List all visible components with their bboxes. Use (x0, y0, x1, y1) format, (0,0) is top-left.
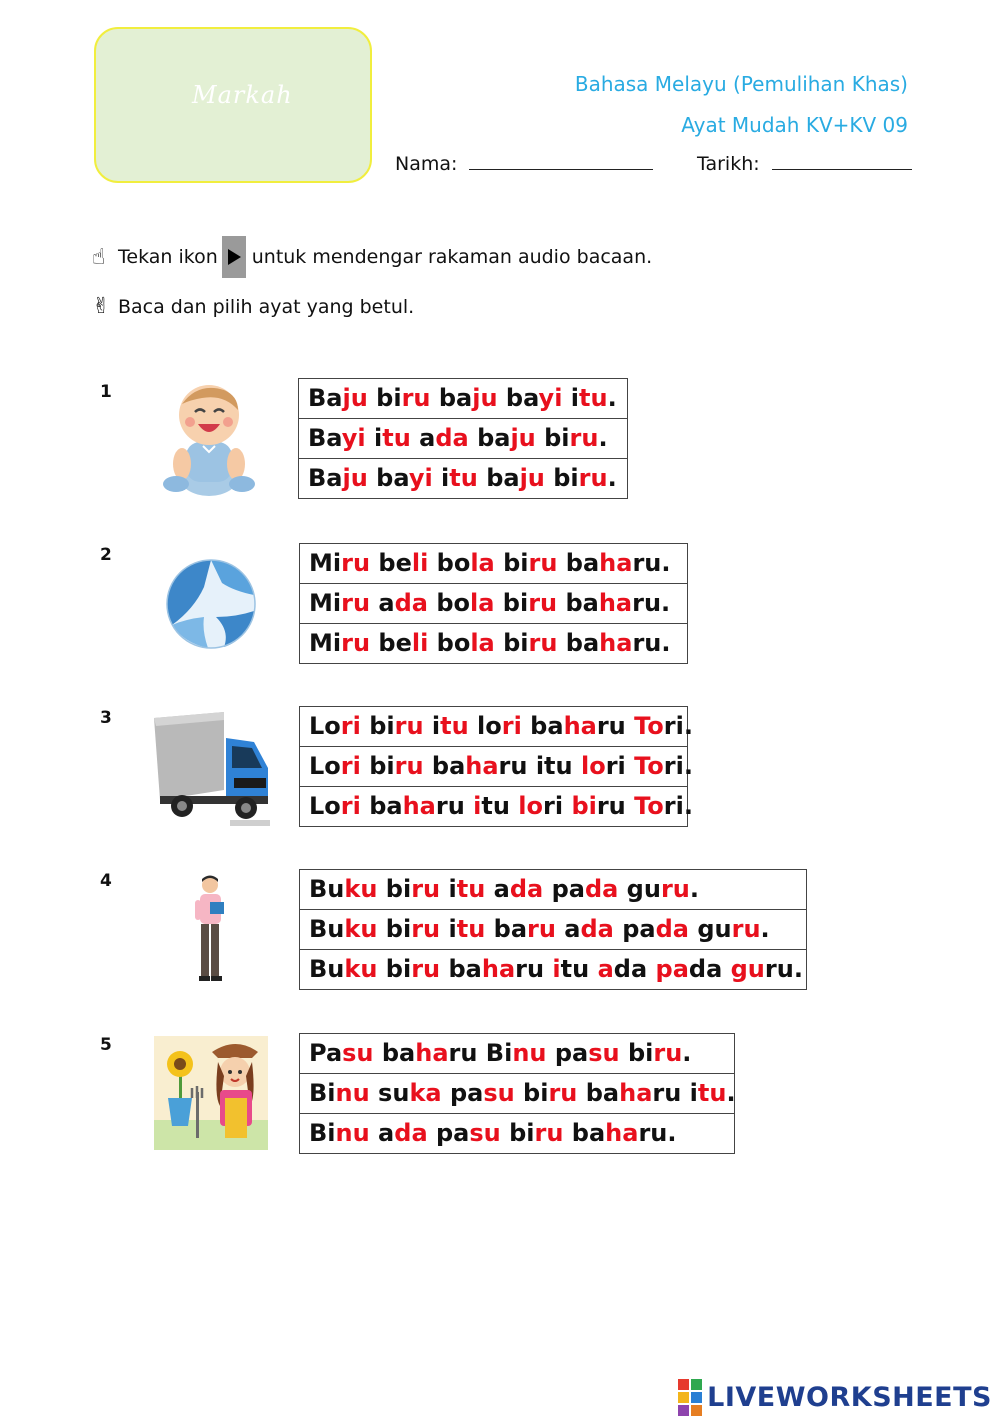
syllable: Pa (309, 1039, 343, 1067)
syllable: ru Bi (448, 1039, 513, 1067)
options-table (299, 543, 688, 664)
answer-option[interactable] (300, 1114, 734, 1154)
highlighted-syllable: tu (456, 915, 486, 943)
syllable: bi (514, 1079, 549, 1107)
highlighted-syllable: tu (697, 1079, 727, 1107)
syllable: . (689, 875, 699, 903)
syllable: ri. (663, 792, 693, 820)
highlighted-syllable: tu (456, 875, 486, 903)
syllable: ru. (632, 589, 671, 617)
instruction-1-text-b: untuk mendengar rakaman audio bacaan. (251, 246, 653, 268)
name-field[interactable] (395, 153, 653, 175)
highlighted-syllable: la (470, 549, 495, 577)
syllable: bi (377, 955, 412, 983)
highlighted-syllable: ri (340, 752, 361, 780)
highlighted-syllable: ru (411, 955, 441, 983)
syllable: gu (618, 875, 661, 903)
highlighted-syllable: ru (731, 915, 761, 943)
highlighted-syllable: da (435, 424, 469, 452)
gardener-icon (154, 1036, 268, 1150)
highlighted-syllable: ha (481, 955, 516, 983)
highlighted-syllable: ri (501, 712, 522, 740)
syllable: bo (428, 629, 471, 657)
highlighted-syllable: nu (335, 1079, 370, 1107)
answer-option[interactable] (300, 1074, 734, 1114)
syllable: bi (377, 875, 412, 903)
syllable: su (369, 1079, 410, 1107)
highlighted-syllable: yi (408, 464, 433, 492)
highlighted-syllable: ru (394, 712, 424, 740)
syllable: Mi (309, 549, 342, 577)
syllable: a (485, 875, 510, 903)
highlighted-syllable: lo (518, 792, 544, 820)
highlighted-syllable: ha (605, 1119, 639, 1147)
highlighted-syllable: ri (340, 712, 361, 740)
syllable: ru (596, 712, 635, 740)
syllable: ru (596, 792, 635, 820)
syllable: Lo (309, 752, 341, 780)
syllable: pa (613, 915, 656, 943)
answer-option[interactable] (299, 379, 627, 419)
score-label: Markah (192, 81, 293, 109)
highlighted-syllable: ju (519, 464, 545, 492)
options-table (299, 706, 693, 827)
highlighted-syllable: li (411, 549, 429, 577)
highlighted-syllable: tu (382, 424, 411, 452)
highlighted-syllable: gu (730, 955, 765, 983)
highlighted-syllable: da (394, 589, 428, 617)
highlighted-syllable: ju (342, 464, 368, 492)
options-table (299, 1033, 735, 1154)
highlighted-syllable: pa (655, 955, 689, 983)
highlighted-syllable: da (584, 875, 619, 903)
answer-option[interactable] (300, 544, 687, 584)
worksheet-subject: Bahasa Melayu (Pemulihan Khas) (574, 72, 908, 96)
highlighted-syllable: su (483, 1079, 515, 1107)
worksheet-topic: Ayat Mudah KV+KV 09 (681, 113, 908, 137)
syllable: ba (367, 464, 409, 492)
highlighted-syllable: yi (341, 424, 366, 452)
syllable: ru. (638, 1119, 677, 1147)
highlighted-syllable: nu (335, 1119, 370, 1147)
answer-option[interactable] (300, 707, 693, 747)
syllable: da (688, 955, 731, 983)
syllable: i (423, 712, 441, 740)
syllable: ba (440, 955, 482, 983)
name-input-line[interactable] (469, 153, 653, 170)
highlighted-syllable: ru (411, 875, 441, 903)
teacher-icon (188, 874, 234, 986)
highlighted-syllable: ku (344, 955, 378, 983)
syllable: ba (430, 384, 473, 412)
highlighted-syllable: ru (341, 589, 371, 617)
highlighted-syllable: a (597, 955, 614, 983)
highlighted-syllable: ha (563, 712, 597, 740)
highlighted-syllable: ru (660, 875, 690, 903)
syllable: Bu (309, 915, 345, 943)
highlighted-syllable: ru (653, 1039, 683, 1067)
syllable: i (440, 915, 457, 943)
syllable: a (410, 424, 436, 452)
syllable: Bi (309, 1119, 336, 1147)
highlighted-syllable: da (580, 915, 614, 943)
syllable: Lo (309, 792, 341, 820)
syllable: ru itu (498, 752, 581, 780)
highlighted-syllable: ru (341, 629, 371, 657)
syllable: Mi (309, 629, 342, 657)
syllable: ru i (652, 1079, 698, 1107)
question-number: 1 (100, 382, 112, 402)
syllable: Lo (309, 712, 341, 740)
highlighted-syllable: ju (510, 424, 536, 452)
answer-option[interactable] (299, 419, 627, 459)
highlighted-syllable: ru (578, 464, 608, 492)
syllable: ba (557, 629, 600, 657)
highlighted-syllable: da (394, 1119, 428, 1147)
syllable: ba (497, 384, 539, 412)
answer-option[interactable] (300, 910, 806, 950)
logo-blocks-icon (678, 1379, 702, 1416)
syllable: . (607, 464, 617, 492)
syllable: bo (427, 589, 470, 617)
syllable: bo (428, 549, 471, 577)
syllable: ru. (764, 955, 803, 983)
syllable: ba (477, 464, 520, 492)
highlighted-syllable: la (470, 589, 495, 617)
syllable: bi (494, 549, 529, 577)
syllable: ba (521, 712, 564, 740)
answer-option[interactable] (300, 950, 806, 990)
highlighted-syllable: ru (527, 915, 556, 943)
syllable: ba (577, 1079, 620, 1107)
syllable: a (370, 589, 395, 617)
syllable: ru. (632, 549, 671, 577)
highlighted-syllable: ku (344, 875, 378, 903)
highlighted-syllable: ju (472, 384, 498, 412)
highlighted-syllable: ru (528, 589, 558, 617)
question-number: 4 (100, 871, 112, 891)
play-icon (222, 236, 246, 278)
syllable: a (369, 1119, 395, 1147)
instruction-2-text: Baca dan pilih ayat yang betul. (118, 295, 415, 318)
syllable: Bu (309, 875, 345, 903)
highlighted-syllable: la (470, 629, 495, 657)
highlighted-syllable: ru (548, 1079, 578, 1107)
highlighted-syllable: yi (538, 384, 563, 412)
highlighted-syllable: ha (402, 792, 436, 820)
pointing-hand-icon: ☝ (92, 244, 106, 270)
syllable: i (365, 424, 383, 452)
syllable: . (598, 424, 608, 452)
syllable: pa (543, 875, 585, 903)
highlighted-syllable: ha (465, 752, 499, 780)
answer-option[interactable] (300, 787, 693, 827)
date-label: Tarikh: (697, 153, 760, 175)
highlighted-syllable: i (473, 792, 482, 820)
syllable: . (726, 1079, 736, 1107)
highlighted-syllable: To (634, 712, 664, 740)
syllable: ru (435, 792, 474, 820)
highlighted-syllable: ru (569, 424, 599, 452)
highlighted-syllable: da (655, 915, 689, 943)
syllable: pa (427, 1119, 470, 1147)
syllable: bi (360, 752, 395, 780)
syllable: bi (367, 384, 402, 412)
truck-icon (150, 708, 272, 828)
syllable: Bi (309, 1079, 336, 1107)
highlighted-syllable: ha (599, 629, 633, 657)
syllable: ba (557, 549, 600, 577)
syllable: ba (468, 424, 511, 452)
highlighted-syllable: i (552, 955, 561, 983)
syllable: ri. (663, 752, 693, 780)
highlighted-syllable: tu (449, 464, 478, 492)
syllable: Mi (309, 589, 342, 617)
syllable: gu (688, 915, 732, 943)
question-number: 5 (100, 1035, 112, 1055)
highlighted-syllable: su (342, 1039, 374, 1067)
highlighted-syllable: ju (342, 384, 368, 412)
highlighted-syllable: ha (619, 1079, 653, 1107)
syllable: bi (494, 589, 529, 617)
syllable: Ba (308, 384, 343, 412)
syllable: be (370, 549, 412, 577)
syllable: ri. (663, 712, 693, 740)
highlighted-syllable: ru (534, 1119, 564, 1147)
options-table (299, 869, 807, 990)
syllable: lo (468, 712, 502, 740)
syllable: ba (485, 915, 528, 943)
highlighted-syllable: su (588, 1039, 620, 1067)
syllable: da (613, 955, 656, 983)
highlighted-syllable: ru (411, 915, 441, 943)
instruction-1-text-a: Tekan ikon (118, 246, 218, 268)
instruction-1 (92, 236, 652, 278)
highlighted-syllable: li (411, 629, 429, 657)
highlighted-syllable: ka (409, 1079, 442, 1107)
highlighted-syllable: nu (512, 1039, 547, 1067)
highlighted-syllable: ru (401, 384, 431, 412)
syllable: i (432, 464, 450, 492)
date-input-line[interactable] (772, 153, 912, 170)
answer-option[interactable] (300, 624, 687, 664)
name-label: Nama: (395, 153, 458, 175)
highlighted-syllable: To (634, 792, 664, 820)
syllable: ri (605, 752, 635, 780)
options-table (298, 378, 628, 499)
answer-option[interactable] (300, 747, 693, 787)
highlighted-syllable: ru (528, 629, 558, 657)
answer-option[interactable] (300, 1034, 734, 1074)
highlighted-syllable: ru (341, 549, 371, 577)
brand-text: LIVEWORKSHEETS (707, 1382, 992, 1413)
question-number: 3 (100, 708, 112, 728)
syllable: Ba (308, 424, 342, 452)
syllable: bi (360, 712, 395, 740)
syllable: bi (544, 464, 579, 492)
syllable: . (682, 1039, 692, 1067)
highlighted-syllable: lo (580, 752, 606, 780)
highlighted-syllable: bi (571, 792, 597, 820)
answer-option[interactable] (300, 870, 806, 910)
score-box (94, 27, 372, 183)
syllable: . (607, 384, 617, 412)
baby-icon (158, 380, 260, 498)
liveworksheets-logo (678, 1379, 992, 1416)
highlighted-syllable: ru (528, 549, 558, 577)
syllable: . (760, 915, 770, 943)
highlighted-syllable: ri (340, 792, 361, 820)
answer-option[interactable] (300, 584, 687, 624)
syllable: ru (515, 955, 553, 983)
syllable: ru. (632, 629, 671, 657)
highlighted-syllable: ha (598, 589, 633, 617)
victory-hand-icon: ✌ (92, 294, 111, 319)
syllable: tu (560, 955, 598, 983)
syllable: ba (557, 589, 599, 617)
syllable: bi (377, 915, 412, 943)
highlighted-syllable: tu (579, 384, 608, 412)
syllable: ba (423, 752, 466, 780)
syllable: bi (494, 629, 529, 657)
syllable: bi (500, 1119, 535, 1147)
syllable: pa (441, 1079, 484, 1107)
highlighted-syllable: To (634, 752, 664, 780)
syllable: Ba (308, 464, 343, 492)
question-number: 2 (100, 545, 112, 565)
syllable: bi (619, 1039, 654, 1067)
syllable: ba (563, 1119, 606, 1147)
syllable: i (440, 875, 457, 903)
highlighted-syllable: ha (599, 549, 633, 577)
syllable: i (562, 384, 580, 412)
syllable: tu (481, 792, 519, 820)
highlighted-syllable: ku (344, 915, 378, 943)
syllable: a (555, 915, 581, 943)
syllable: ri (543, 792, 572, 820)
highlighted-syllable: su (469, 1119, 501, 1147)
instruction-2 (92, 294, 414, 319)
syllable: Bu (309, 955, 345, 983)
answer-option[interactable] (299, 459, 627, 499)
syllable: bi (535, 424, 570, 452)
syllable: be (370, 629, 412, 657)
highlighted-syllable: ha (415, 1039, 449, 1067)
syllable: ba (360, 792, 403, 820)
highlighted-syllable: da (509, 875, 544, 903)
date-field[interactable] (697, 153, 912, 175)
highlighted-syllable: ru (394, 752, 424, 780)
highlighted-syllable: tu (440, 712, 469, 740)
syllable: pa (546, 1039, 589, 1067)
syllable: ba (373, 1039, 416, 1067)
beach-ball-icon (164, 557, 258, 651)
